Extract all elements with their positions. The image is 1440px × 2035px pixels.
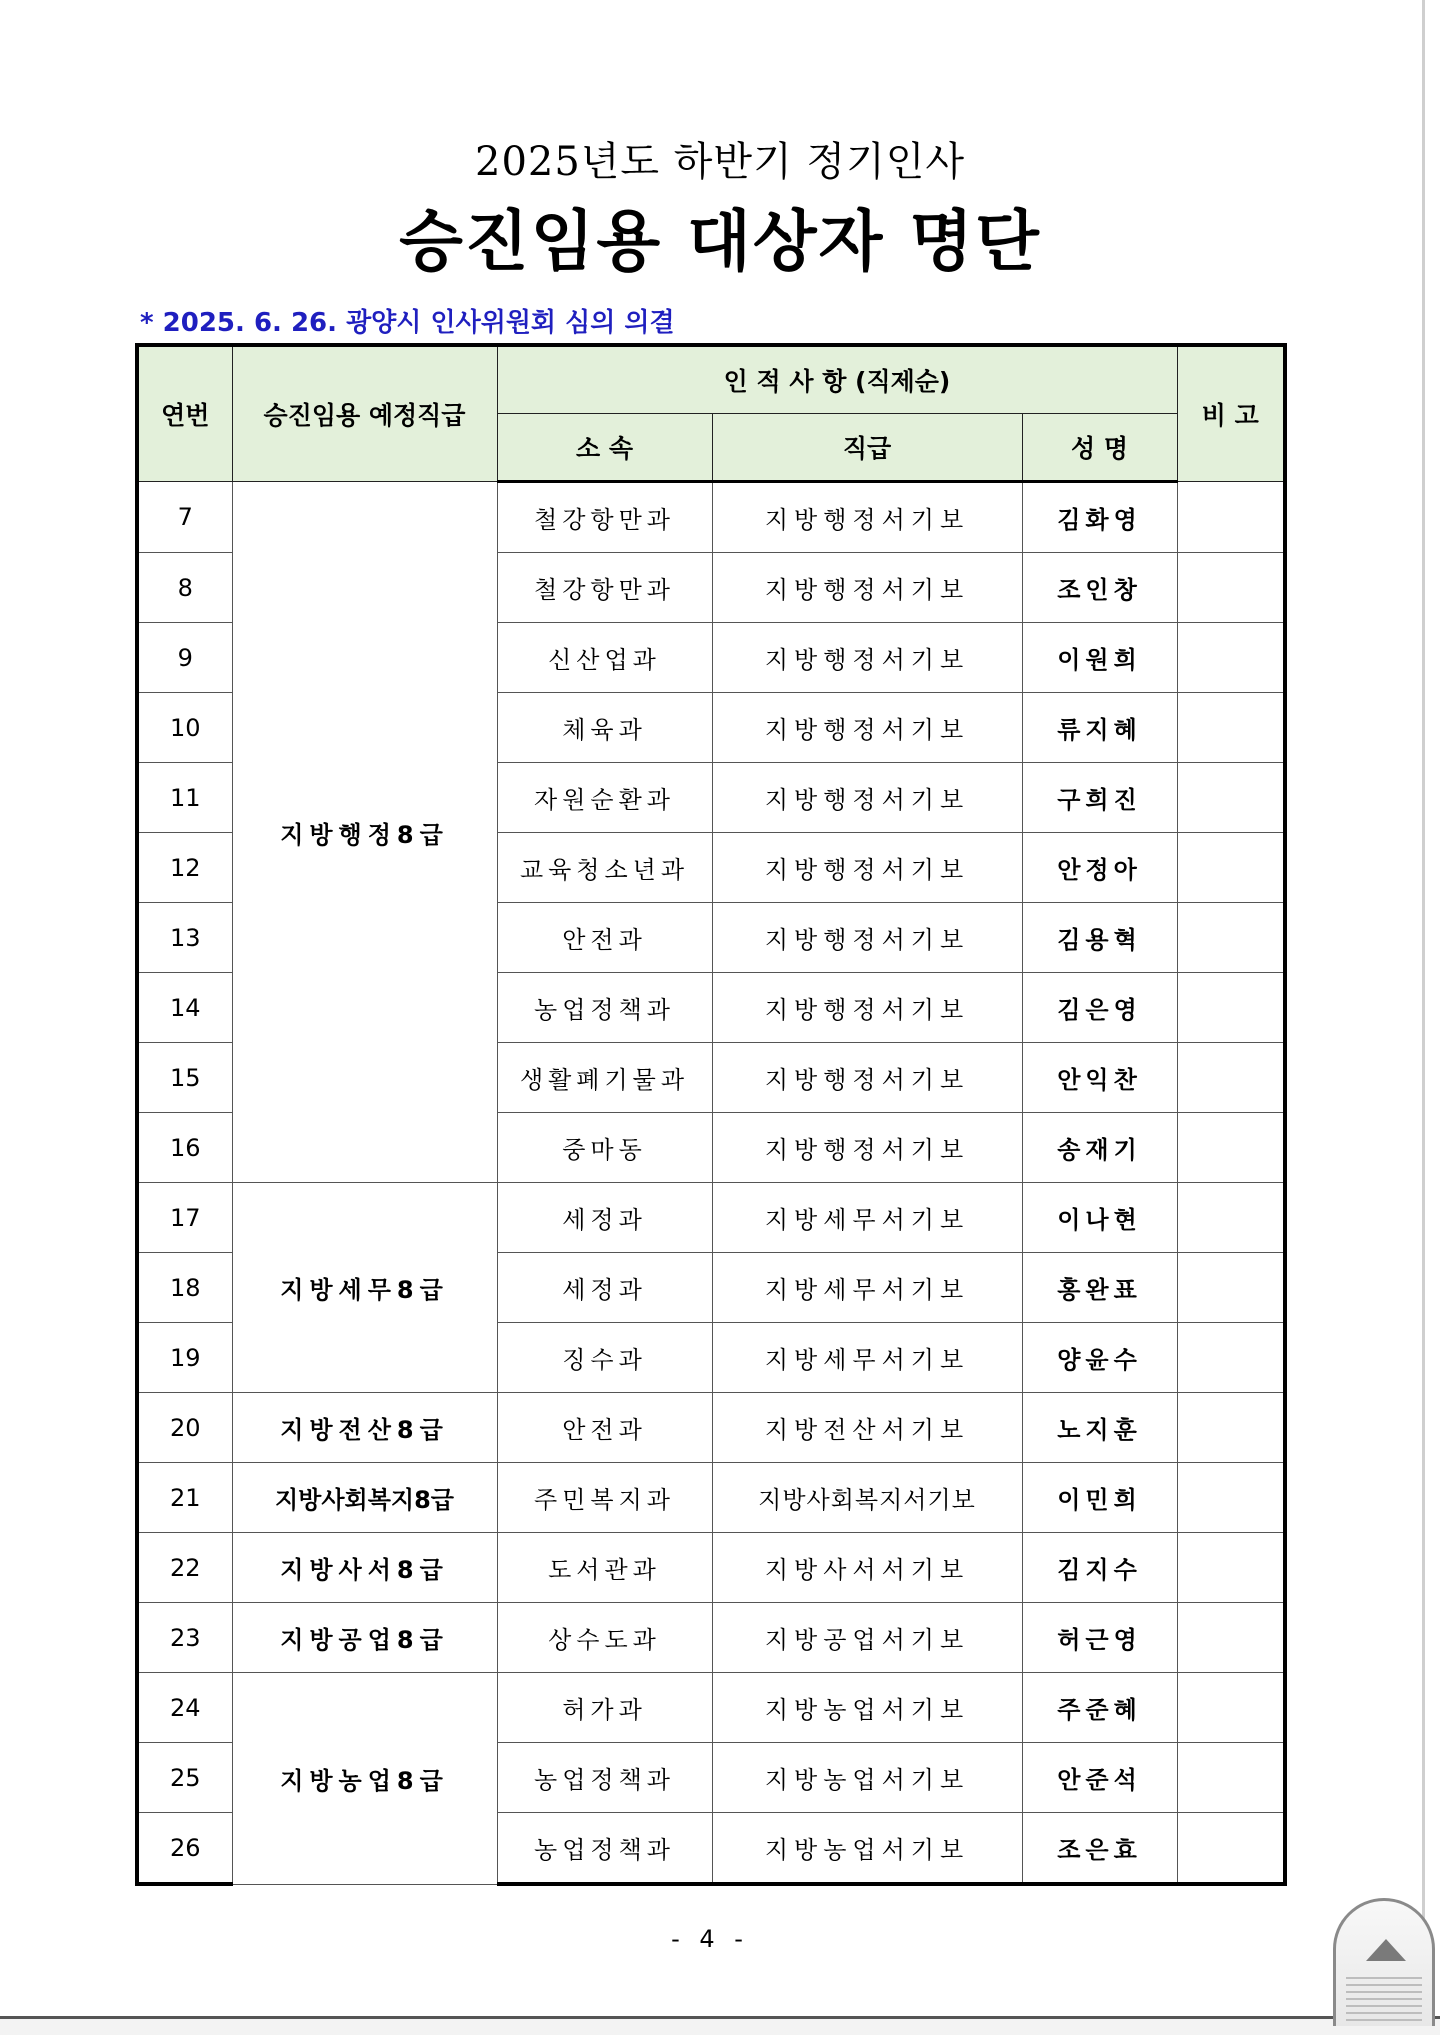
cell-rank: 지방농업서기보 (712, 1743, 1022, 1813)
cell-name: 이나현 (1022, 1183, 1177, 1253)
table-row (137, 1673, 1285, 1743)
cell-remarks (1177, 1673, 1285, 1743)
cell-department: 중마동 (497, 1113, 712, 1183)
cell-name: 김용혁 (1022, 903, 1177, 973)
cell-rank: 지방세무서기보 (712, 1253, 1022, 1323)
cell-name: 송재기 (1022, 1113, 1177, 1183)
cell-rank: 지방행정서기보 (712, 833, 1022, 903)
cell-remarks (1177, 1533, 1285, 1603)
cell-remarks (1177, 1323, 1285, 1393)
cell-no: 25 (137, 1743, 232, 1813)
cell-name: 양윤수 (1022, 1323, 1177, 1393)
cell-target-grade: 지방전산8급 (232, 1393, 497, 1463)
table-row (137, 1183, 1285, 1253)
cell-name: 구희진 (1022, 763, 1177, 833)
cell-department: 신산업과 (497, 623, 712, 693)
cell-remarks (1177, 693, 1285, 763)
cell-remarks (1177, 763, 1285, 833)
cell-remarks (1177, 623, 1285, 693)
cell-name: 노지훈 (1022, 1393, 1177, 1463)
page-edge (1422, 0, 1425, 2018)
cell-no: 23 (137, 1603, 232, 1673)
header-target-grade: 승진임용 예정직급 (232, 345, 497, 482)
cell-name: 류지혜 (1022, 693, 1177, 763)
cell-target-grade: 지방공업8급 (232, 1603, 497, 1673)
cell-name: 김은영 (1022, 973, 1177, 1043)
cell-no: 7 (137, 482, 232, 553)
cell-name: 김지수 (1022, 1533, 1177, 1603)
cell-rank: 지방행정서기보 (712, 623, 1022, 693)
cell-name: 조은효 (1022, 1813, 1177, 1885)
arrow-up-icon (1366, 1939, 1406, 1961)
cell-department: 상수도과 (497, 1603, 712, 1673)
cell-name: 조인창 (1022, 553, 1177, 623)
header-rank: 직급 (712, 414, 1022, 482)
cell-rank: 지방행정서기보 (712, 553, 1022, 623)
cell-rank: 지방행정서기보 (712, 903, 1022, 973)
cell-no: 24 (137, 1673, 232, 1743)
cell-target-grade: 지방농업8급 (232, 1673, 497, 1885)
cell-no: 9 (137, 623, 232, 693)
cell-no: 26 (137, 1813, 232, 1885)
scroll-button-texture (1346, 1977, 1422, 2021)
cell-rank: 지방행정서기보 (712, 1113, 1022, 1183)
cell-no: 13 (137, 903, 232, 973)
cell-remarks (1177, 1183, 1285, 1253)
header-no: 연번 (137, 345, 232, 482)
table-row (137, 1533, 1285, 1603)
cell-no: 16 (137, 1113, 232, 1183)
header-remarks: 비 고 (1177, 345, 1285, 482)
cell-no: 8 (137, 553, 232, 623)
cell-remarks (1177, 973, 1285, 1043)
cell-target-grade: 지방세무8급 (232, 1183, 497, 1393)
cell-department: 징수과 (497, 1323, 712, 1393)
cell-rank: 지방사회복지서기보 (712, 1463, 1022, 1533)
page-number: - 4 - (671, 1925, 749, 1953)
cell-no: 22 (137, 1533, 232, 1603)
cell-remarks (1177, 1253, 1285, 1323)
cell-rank: 지방농업서기보 (712, 1813, 1022, 1885)
cell-department: 안전과 (497, 903, 712, 973)
document-title: 승진임용 대상자 명단 (399, 203, 1041, 280)
cell-remarks (1177, 1463, 1285, 1533)
cell-department: 세정과 (497, 1183, 712, 1253)
cell-department: 철강항만과 (497, 482, 712, 553)
cell-department: 도서관과 (497, 1533, 712, 1603)
cell-remarks (1177, 1813, 1285, 1885)
cell-no: 17 (137, 1183, 232, 1253)
cell-rank: 지방세무서기보 (712, 1183, 1022, 1253)
cell-no: 19 (137, 1323, 232, 1393)
cell-name: 이원희 (1022, 623, 1177, 693)
cell-rank: 지방세무서기보 (712, 1323, 1022, 1393)
cell-department: 농업정책과 (497, 1743, 712, 1813)
header-department: 소 속 (497, 414, 712, 482)
cell-rank: 지방행정서기보 (712, 482, 1022, 553)
cell-rank: 지방행정서기보 (712, 763, 1022, 833)
cell-department: 안전과 (497, 1393, 712, 1463)
cell-remarks (1177, 1743, 1285, 1813)
cell-no: 21 (137, 1463, 232, 1533)
cell-department: 허가과 (497, 1673, 712, 1743)
header-personnel-group: 인 적 사 항 (직제순) (497, 345, 1177, 414)
cell-remarks (1177, 833, 1285, 903)
cell-name: 허근영 (1022, 1603, 1177, 1673)
cell-no: 18 (137, 1253, 232, 1323)
promotion-roster-table (135, 343, 1287, 1886)
page-bottom-shadow (0, 2019, 1440, 2035)
cell-name: 안익찬 (1022, 1043, 1177, 1113)
cell-no: 14 (137, 973, 232, 1043)
cell-no: 10 (137, 693, 232, 763)
cell-department: 농업정책과 (497, 1813, 712, 1885)
cell-name: 안준석 (1022, 1743, 1177, 1813)
roster-body (137, 482, 1285, 1885)
cell-remarks (1177, 553, 1285, 623)
cell-department: 농업정책과 (497, 973, 712, 1043)
cell-rank: 지방농업서기보 (712, 1673, 1022, 1743)
cell-department: 주민복지과 (497, 1463, 712, 1533)
table-row (137, 1393, 1285, 1463)
cell-target-grade: 지방사회복지8급 (232, 1463, 497, 1533)
cell-name: 김화영 (1022, 482, 1177, 553)
cell-no: 12 (137, 833, 232, 903)
resolution-note: * 2025. 6. 26. 광양시 인사위원회 심의 의결 (140, 308, 675, 338)
cell-rank: 지방공업서기보 (712, 1603, 1022, 1673)
cell-remarks (1177, 482, 1285, 553)
cell-no: 15 (137, 1043, 232, 1113)
table-row (137, 482, 1285, 553)
table-row (137, 1463, 1285, 1533)
cell-name: 안정아 (1022, 833, 1177, 903)
cell-department: 생활폐기물과 (497, 1043, 712, 1113)
document-subtitle: 2025년도 하반기 정기인사 (475, 139, 965, 185)
cell-rank: 지방사서서기보 (712, 1533, 1022, 1603)
cell-target-grade: 지방사서8급 (232, 1533, 497, 1603)
cell-remarks (1177, 1043, 1285, 1113)
cell-name: 이민희 (1022, 1463, 1177, 1533)
cell-remarks (1177, 1113, 1285, 1183)
cell-remarks (1177, 1603, 1285, 1673)
cell-rank: 지방행정서기보 (712, 1043, 1022, 1113)
table-row (137, 1603, 1285, 1673)
cell-no: 20 (137, 1393, 232, 1463)
cell-target-grade: 지방행정8급 (232, 482, 497, 1183)
cell-no: 11 (137, 763, 232, 833)
cell-department: 자원순환과 (497, 763, 712, 833)
cell-department: 세정과 (497, 1253, 712, 1323)
cell-rank: 지방행정서기보 (712, 693, 1022, 763)
cell-name: 홍완표 (1022, 1253, 1177, 1323)
cell-rank: 지방행정서기보 (712, 973, 1022, 1043)
cell-remarks (1177, 903, 1285, 973)
cell-department: 철강항만과 (497, 553, 712, 623)
cell-department: 교육청소년과 (497, 833, 712, 903)
cell-remarks (1177, 1393, 1285, 1463)
cell-name: 주준혜 (1022, 1673, 1177, 1743)
header-name: 성 명 (1022, 414, 1177, 482)
cell-department: 체육과 (497, 693, 712, 763)
cell-rank: 지방전산서기보 (712, 1393, 1022, 1463)
scroll-to-top-button[interactable] (1333, 1898, 1435, 2026)
